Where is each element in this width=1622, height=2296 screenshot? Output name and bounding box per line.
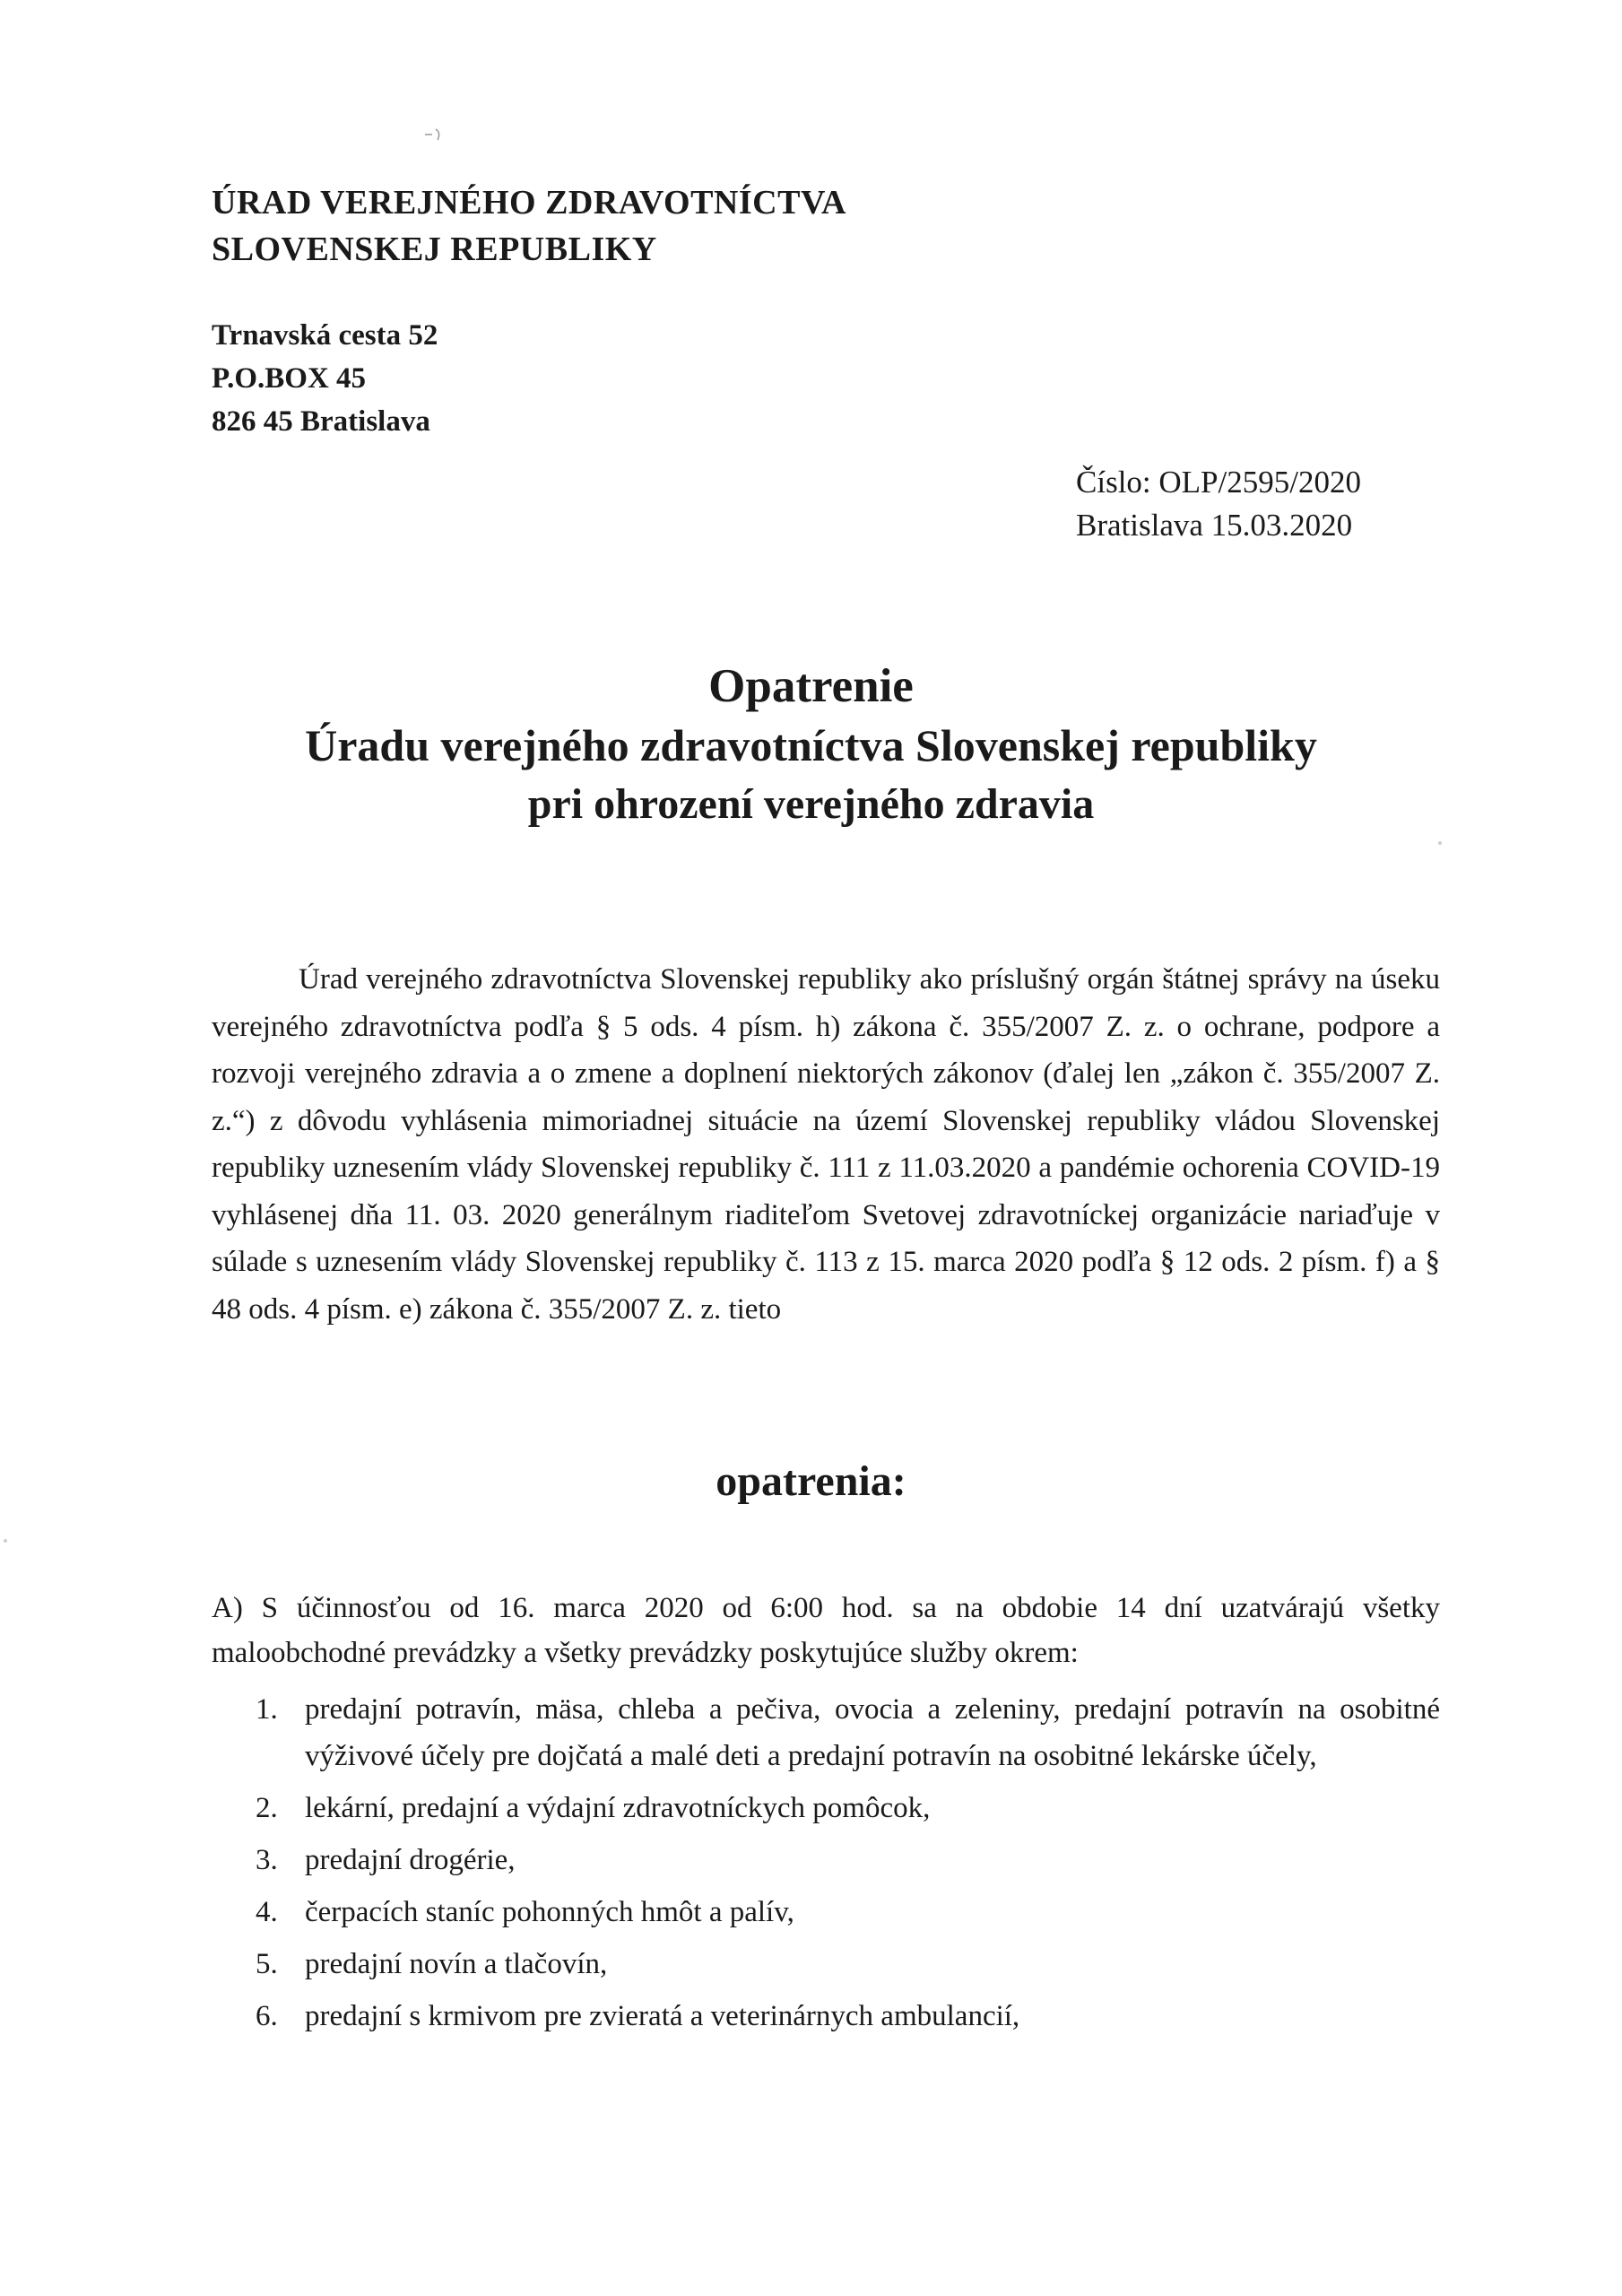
address-city: 826 45 Bratislava xyxy=(212,405,430,438)
scan-dust-dot xyxy=(1438,841,1442,845)
list-item-number: 4. xyxy=(256,1896,278,1928)
institution-name-line2: SLOVENSKEJ REPUBLIKY xyxy=(212,230,657,268)
list-item xyxy=(212,1941,1440,1987)
scan-artifact-mark xyxy=(423,126,450,144)
section-a-line1: A) S účinnosťou od 16. marca 2020 od 6:00 hod. sa na obdobie 14 dní uzatvárajú všetky xyxy=(212,1592,1440,1624)
reference-place-date: Bratislava 15.03.2020 xyxy=(1076,508,1353,543)
list-item-text: predajní s krmivom pre zvieratá a veterinárnych ambulancií, xyxy=(305,2000,1020,2032)
title-line2: Úradu verejného zdravotníctva Slovenskej republiky xyxy=(305,720,1317,770)
list-item xyxy=(212,1837,1440,1883)
list-item-number: 3. xyxy=(256,1844,278,1876)
list-item xyxy=(212,1686,1440,1779)
institution-address xyxy=(212,314,438,443)
list-item-number: 5. xyxy=(256,1948,278,1980)
title-line1: Opatrenie xyxy=(708,660,914,712)
list-item-text: predajní novín a tlačovín, xyxy=(305,1948,608,1980)
intro-paragraph: Úrad verejného zdravotníctva Slovenskej republiky ako príslušný orgán štátnej správy na úseku verejného zdravotníctva podľa § 5 ods. 4 písm. h) zákona č. 355/2007 Z. z. o ochrane, podpore a rozvoji verejného zdravia a o zmene a doplnení niektorých zákonov (ďalej len „zákon č. 355/2007 Z. z.“) z dôvodu vyhlásenia mimoriadnej situácie na území Slovenskej republiky vládou Slovenskej republiky uznesením vlády Slovenskej republiky č. 111 z 11.03.2020 a pandémie ochorenia COVID-19 vyhlásenej dňa 11. 03. 2020 generálnym riaditeľom Svetovej zdravotníckej organizácie nariaďuje v súlade s uznesením vlády Slovenskej republiky č. 113 z 15. marca 2020 podľa § 12 ods. 2 písm. f) a § 48 ods. 4 písm. e) zákona č. 355/2007 Z. z. tieto xyxy=(212,963,1440,1326)
document-reference xyxy=(1076,461,1361,547)
list-item-number: 2. xyxy=(256,1792,278,1824)
list-item xyxy=(212,1785,1440,1831)
list-item-text: predajní drogérie, xyxy=(305,1844,516,1876)
list-item-text: lekární, predajní a výdajní zdravotníckych pomôcok, xyxy=(305,1792,931,1824)
scan-dust-dot xyxy=(4,1539,7,1543)
section-a-line2: maloobchodné prevádzky a všetky prevádzky poskytujúce služby okrem: xyxy=(212,1637,1079,1669)
list-item xyxy=(212,1993,1440,2039)
institution-header xyxy=(212,179,846,273)
title-line3: pri ohrození verejného zdravia xyxy=(527,780,1095,828)
measures-heading: opatrenia: xyxy=(716,1457,906,1505)
section-a xyxy=(212,1586,1440,1675)
institution-name-line1: ÚRAD VEREJNÉHO ZDRAVOTNÍCTVA xyxy=(212,184,846,222)
document-title xyxy=(0,657,1622,834)
reference-number: Číslo: OLP/2595/2020 xyxy=(1076,465,1361,500)
list-item-text: čerpacích staníc pohonných hmôt a palív, xyxy=(305,1896,794,1928)
list-item-number: 6. xyxy=(256,2000,278,2032)
list-item-text: predajní potravín, mäsa, chleba a pečiva, ovocia a zeleniny, predajní potravín na osobitné výživové účely pre dojčatá a malé deti a predajní potravín na osobitné lekárske účely, xyxy=(305,1693,1440,1772)
address-pobox: P.O.BOX 45 xyxy=(212,362,367,395)
list-item xyxy=(212,1889,1440,1935)
address-street: Trnavská cesta 52 xyxy=(212,319,438,352)
list-item-number: 1. xyxy=(256,1693,278,1726)
exceptions-list xyxy=(212,1686,1440,2045)
